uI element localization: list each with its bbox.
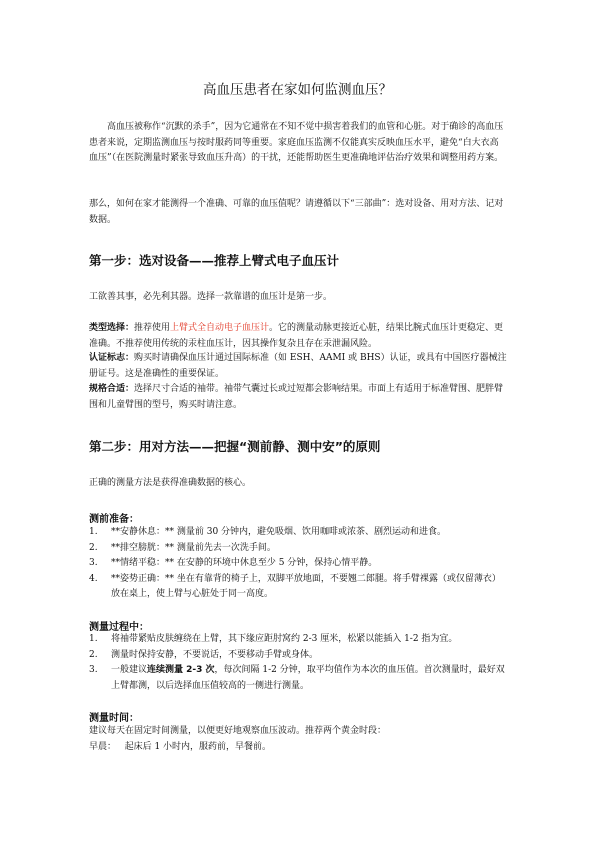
list-number: 1.	[89, 527, 98, 537]
list-item	[89, 572, 509, 603]
type-post: 。它的测量动脉更接近心脏，结果比腕式血压计更稳定、更准确。不推荐使用传统的汞柱血压计，因其操作复杂且存在汞泄漏风险。	[89, 323, 504, 349]
cert-label: 认证标志：	[89, 353, 135, 363]
step1-type-paragraph	[89, 321, 507, 352]
intro-paragraph-1: 高血压被称作“沉默的杀手”，因为它通常在不知不觉中损害着我们的血管和心脏。对于确诊的高血压患者来说，定期监测血压与按时服药同等重要。家庭血压监测不仅能真实反映血压水平，避免“白大衣高血压”（在医院测量时紧张导致血压升高）的干扰，还能帮助医生更准确地评估治疗效果和调整用药方案。	[89, 122, 504, 163]
step1-cert-paragraph	[89, 351, 507, 382]
list-text: **排空膀胱：** 测量前先去一次洗手间。	[111, 542, 276, 553]
timing-heading: 测量时间：	[89, 713, 139, 724]
list-text: 将袖带紧贴皮肤缠绕在上臂，其下缘应距肘窝约 2-3 厘米，松紧以能插入 1-2 指为宜。	[111, 634, 458, 644]
list-item	[89, 556, 509, 572]
type-pre: 推荐使用	[134, 323, 171, 333]
list-number: 3.	[89, 665, 98, 675]
list-text: **姿势正确：** 坐在有靠背的椅子上，双脚平放地面，不要翘二郎腿。将手臂裸露（或仅留薄衣）放在桌上，使上臂与心脏处于同一高度。	[111, 573, 501, 599]
list-text: 一般建议	[111, 665, 148, 675]
list-number: 3.	[89, 558, 98, 568]
list-item	[89, 632, 509, 648]
type-highlight: 上臂式全自动电子血压计	[170, 323, 270, 333]
during-heading: 测量过程中：	[89, 622, 149, 633]
list-item	[89, 663, 509, 694]
list-number: 2.	[89, 649, 98, 660]
before-list	[89, 525, 509, 603]
list-item	[89, 541, 509, 557]
page-title: 高血压患者在家如何监测血压？	[203, 82, 392, 98]
before-heading: 测前准备：	[89, 514, 139, 525]
list-number: 1.	[89, 634, 98, 644]
morning-label: 早晨：	[89, 742, 117, 752]
step1-lead: 工欲善其事，必先利其器。选择一款靠谱的血压计是第一步。	[89, 292, 333, 302]
timing-text: 建议每天在固定时间测量，以便更好地观察血压波动。推荐两个黄金时段：	[89, 726, 387, 736]
intro-paragraph-2: 那么，如何在家才能测得一个准确、可靠的血压值呢？请遵循以下“三部曲”：选对设备、用对方法、记对数据。	[89, 199, 504, 225]
list-text: **情绪平稳：** 在安静的环境中休息至少 5 分钟，保持心情平静。	[111, 558, 378, 568]
type-label: 类型选择：	[89, 323, 135, 333]
step2-heading: 第二步：用对方法——把握“测前静、测中安”的原则	[89, 439, 381, 454]
size-text: 选择尺寸合适的袖带。袖带气囊过长或过短都会影响结果。市面上有适用于标准臂围、肥胖臂围和儿童臂围的型号，购买时请注意。	[89, 384, 504, 410]
timing-morning	[89, 740, 507, 756]
during-list	[89, 632, 509, 694]
morning-text: 起床后 1 小时内，服药前，早餐前。	[124, 742, 272, 752]
step1-heading: 第一步：选对设备——推荐上臂式电子血压计	[89, 253, 340, 268]
list-text: ，每次间隔 1-2 分钟，取平均值作为本次的血压值。首次测量时，最好双上臂都测，以后选择血压值较高的一侧进行测量。	[111, 665, 505, 691]
list-number: 2.	[89, 542, 98, 553]
step1-size-paragraph	[89, 382, 507, 413]
list-text: 测量时保持安静，不要说话，不要移动手臂或身体。	[111, 649, 319, 660]
list-item	[89, 648, 509, 664]
cert-text: 购买时请确保血压计通过国际标准（如 ESH、AAMI 或 BHS）认证，或具有中国医疗器械注册证号。这是准确性的重要保证。	[89, 353, 507, 379]
list-number: 4.	[89, 573, 98, 584]
step2-lead: 正确的测量方法是获得准确数据的核心。	[89, 478, 252, 488]
size-label: 规格合适：	[89, 384, 135, 394]
list-text-bold: 连续测量 2-3 次	[147, 665, 215, 675]
list-text: **安静休息：** 测量前 30 分钟内，避免吸烟、饮用咖啡或浓茶、剧烈运动和进食。	[111, 527, 447, 537]
list-item	[89, 525, 509, 541]
